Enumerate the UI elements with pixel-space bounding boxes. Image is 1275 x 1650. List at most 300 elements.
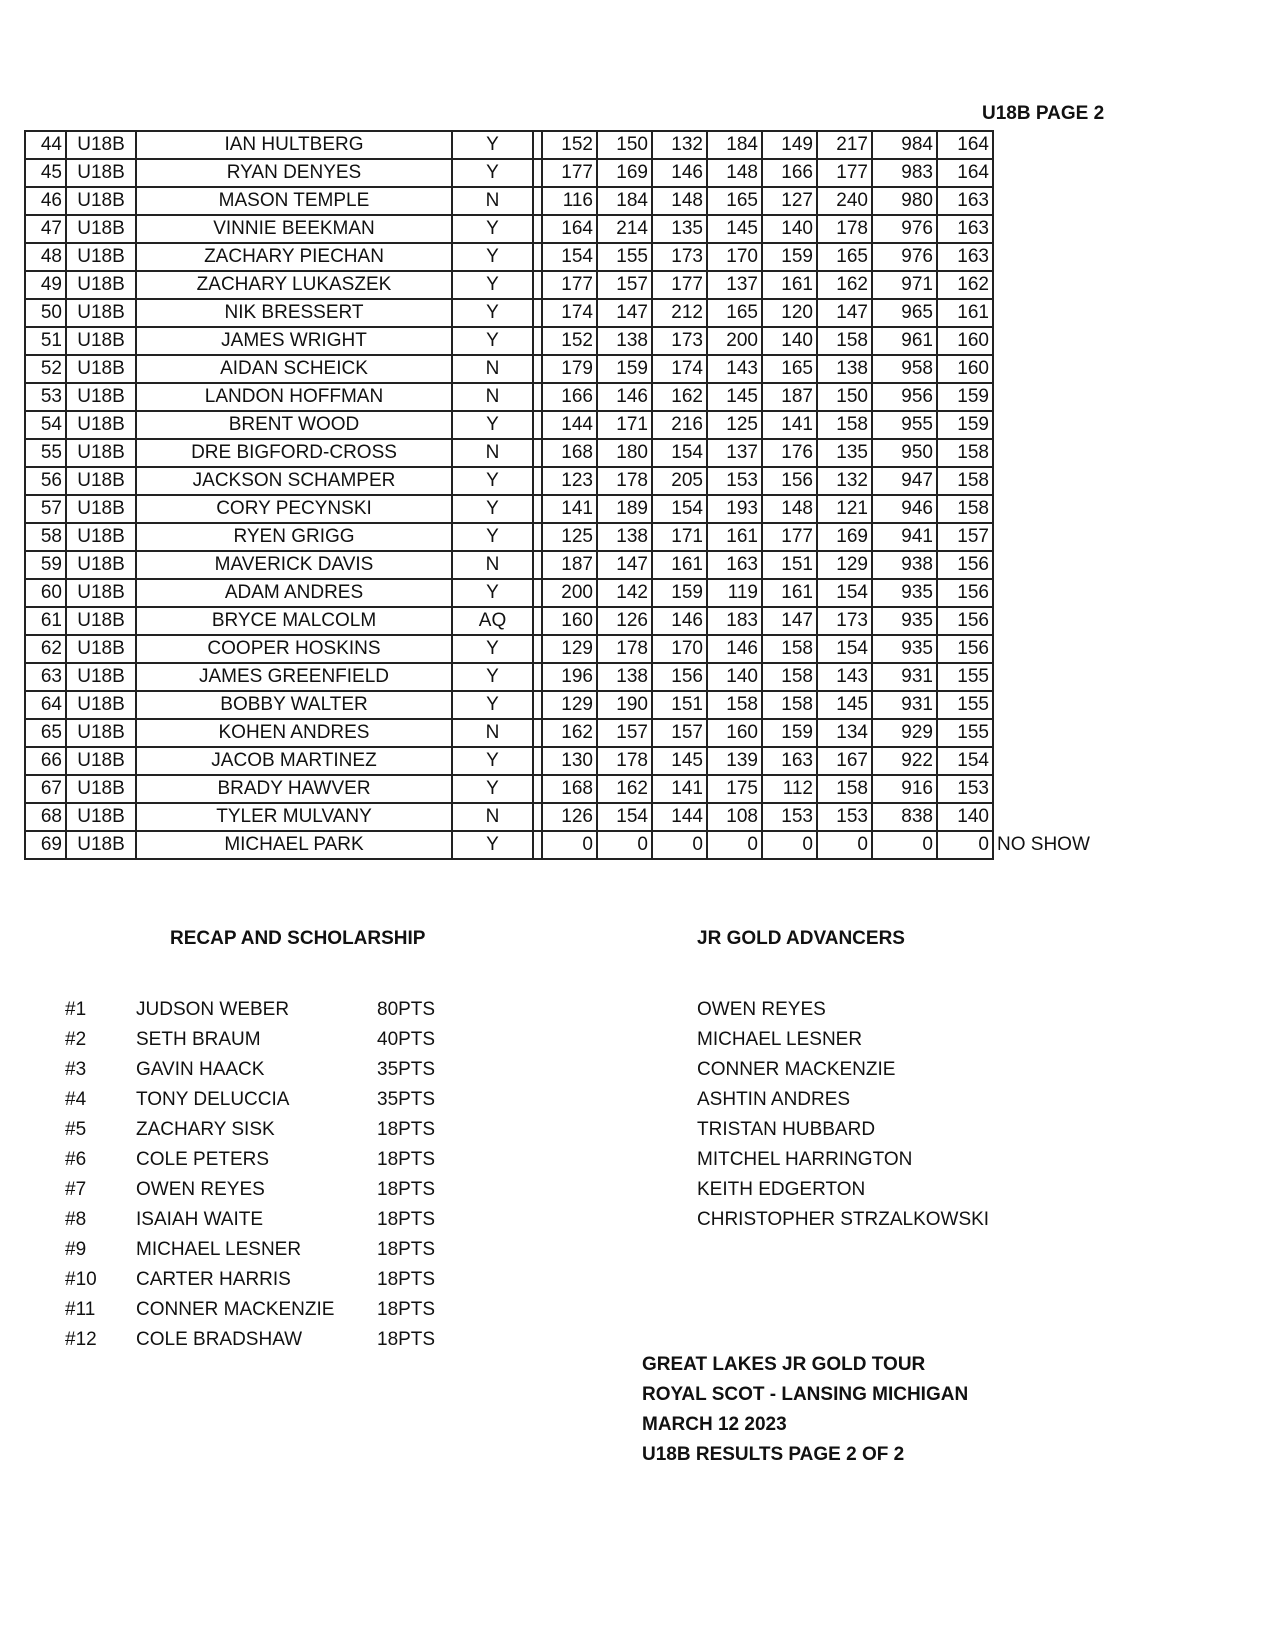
- total-cell: 922: [872, 747, 937, 775]
- advancer-item: KEITH EDGERTON: [697, 1179, 866, 1200]
- recap-item: [65, 1175, 445, 1205]
- division-cell: U18B: [66, 271, 136, 299]
- game-4-cell: 0: [707, 831, 762, 859]
- game-6-cell: 158: [817, 327, 872, 355]
- place-cell: 67: [25, 775, 66, 803]
- table-row: [25, 831, 1093, 859]
- game-4-cell: 143: [707, 355, 762, 383]
- game-2-cell: 169: [597, 159, 652, 187]
- game-4-cell: 161: [707, 523, 762, 551]
- flag-cell: Y: [452, 523, 533, 551]
- game-6-cell: 167: [817, 747, 872, 775]
- game-2-cell: 157: [597, 719, 652, 747]
- column-divider: [533, 187, 542, 215]
- game-5-cell: 187: [762, 383, 817, 411]
- average-cell: 161: [937, 299, 993, 327]
- game-1-cell: 177: [542, 159, 597, 187]
- table-row: [25, 579, 1093, 607]
- game-4-cell: 170: [707, 243, 762, 271]
- game-5-cell: 159: [762, 719, 817, 747]
- game-6-cell: 135: [817, 439, 872, 467]
- game-1-cell: 129: [542, 635, 597, 663]
- average-cell: 158: [937, 467, 993, 495]
- bowler-name-cell: TYLER MULVANY: [136, 803, 452, 831]
- game-4-cell: 145: [707, 383, 762, 411]
- game-4-cell: 184: [707, 131, 762, 159]
- recap-name: CONNER MACKENZIE: [136, 1299, 335, 1320]
- table-row: [25, 271, 1093, 299]
- division-cell: U18B: [66, 551, 136, 579]
- division-cell: U18B: [66, 327, 136, 355]
- place-cell: 52: [25, 355, 66, 383]
- total-cell: 938: [872, 551, 937, 579]
- advancer-item: MITCHEL HARRINGTON: [697, 1149, 913, 1170]
- column-divider: [533, 411, 542, 439]
- division-cell: U18B: [66, 635, 136, 663]
- game-6-cell: 145: [817, 691, 872, 719]
- total-cell: 984: [872, 131, 937, 159]
- footer-line: GREAT LAKES JR GOLD TOUR: [642, 1354, 926, 1375]
- table-row: [25, 159, 1093, 187]
- column-divider: [533, 215, 542, 243]
- note-cell: [993, 467, 1093, 495]
- table-row: [25, 635, 1093, 663]
- game-3-cell: 159: [652, 579, 707, 607]
- game-1-cell: 160: [542, 607, 597, 635]
- total-cell: 0: [872, 831, 937, 859]
- recap-name: MICHAEL LESNER: [136, 1239, 302, 1260]
- game-1-cell: 152: [542, 327, 597, 355]
- recap-rank: #6: [65, 1149, 87, 1170]
- recap-pts: 80PTS: [377, 999, 436, 1020]
- game-4-cell: 153: [707, 467, 762, 495]
- division-cell: U18B: [66, 747, 136, 775]
- game-1-cell: 166: [542, 383, 597, 411]
- game-6-cell: 169: [817, 523, 872, 551]
- advancer-item: ASHTIN ANDRES: [697, 1089, 851, 1110]
- game-3-cell: 161: [652, 551, 707, 579]
- advancers-list: [697, 995, 989, 1235]
- table-row: [25, 439, 1093, 467]
- game-3-cell: 151: [652, 691, 707, 719]
- game-3-cell: 0: [652, 831, 707, 859]
- average-cell: 163: [937, 243, 993, 271]
- column-divider: [533, 607, 542, 635]
- place-cell: 69: [25, 831, 66, 859]
- average-cell: 155: [937, 719, 993, 747]
- recap-list: [65, 995, 445, 1355]
- game-5-cell: 156: [762, 467, 817, 495]
- bowler-name-cell: JAMES WRIGHT: [136, 327, 452, 355]
- game-1-cell: 177: [542, 271, 597, 299]
- recap-rank: #10: [65, 1269, 97, 1290]
- game-5-cell: 165: [762, 355, 817, 383]
- recap-item: [65, 1235, 445, 1265]
- flag-cell: Y: [452, 495, 533, 523]
- total-cell: 976: [872, 215, 937, 243]
- flag-cell: Y: [452, 775, 533, 803]
- total-cell: 983: [872, 159, 937, 187]
- column-divider: [533, 663, 542, 691]
- game-3-cell: 146: [652, 607, 707, 635]
- game-5-cell: 0: [762, 831, 817, 859]
- recap-rank: #8: [65, 1209, 87, 1230]
- table-row: [25, 467, 1093, 495]
- game-1-cell: 179: [542, 355, 597, 383]
- place-cell: 68: [25, 803, 66, 831]
- place-cell: 53: [25, 383, 66, 411]
- advancers-title: JR GOLD ADVANCERS: [697, 928, 905, 949]
- total-cell: 838: [872, 803, 937, 831]
- game-3-cell: 216: [652, 411, 707, 439]
- game-1-cell: 0: [542, 831, 597, 859]
- recap-item: [65, 1295, 445, 1325]
- division-cell: U18B: [66, 355, 136, 383]
- flag-cell: N: [452, 803, 533, 831]
- game-1-cell: 152: [542, 131, 597, 159]
- bowler-name-cell: ZACHARY PIECHAN: [136, 243, 452, 271]
- game-1-cell: 200: [542, 579, 597, 607]
- game-6-cell: 132: [817, 467, 872, 495]
- game-4-cell: 165: [707, 299, 762, 327]
- average-cell: 160: [937, 355, 993, 383]
- table-row: [25, 803, 1093, 831]
- page-label: U18B PAGE 2: [982, 103, 1105, 124]
- game-2-cell: 138: [597, 523, 652, 551]
- game-3-cell: 162: [652, 383, 707, 411]
- bowler-name-cell: BRYCE MALCOLM: [136, 607, 452, 635]
- recap-title: RECAP AND SCHOLARSHIP: [170, 928, 426, 949]
- recap-pts: 18PTS: [377, 1119, 436, 1140]
- advancer-item: CHRISTOPHER STRZALKOWSKI: [697, 1209, 990, 1230]
- table-row: [25, 691, 1093, 719]
- bowler-name-cell: BRENT WOOD: [136, 411, 452, 439]
- recap-rank: #4: [65, 1089, 87, 1110]
- game-1-cell: 168: [542, 775, 597, 803]
- division-cell: U18B: [66, 439, 136, 467]
- division-cell: U18B: [66, 495, 136, 523]
- total-cell: 955: [872, 411, 937, 439]
- note-cell: [993, 159, 1093, 187]
- average-cell: 154: [937, 747, 993, 775]
- recap-name: JUDSON WEBER: [136, 999, 290, 1020]
- table-row: [25, 775, 1093, 803]
- note-cell: [993, 635, 1093, 663]
- game-5-cell: 141: [762, 411, 817, 439]
- recap-name: ISAIAH WAITE: [136, 1209, 264, 1230]
- total-cell: 956: [872, 383, 937, 411]
- game-2-cell: 147: [597, 551, 652, 579]
- place-cell: 50: [25, 299, 66, 327]
- game-5-cell: 163: [762, 747, 817, 775]
- average-cell: 163: [937, 215, 993, 243]
- bowler-name-cell: BRADY HAWVER: [136, 775, 452, 803]
- game-2-cell: 138: [597, 327, 652, 355]
- game-4-cell: 165: [707, 187, 762, 215]
- game-6-cell: 129: [817, 551, 872, 579]
- recap-name: COLE BRADSHAW: [136, 1329, 303, 1350]
- game-5-cell: 153: [762, 803, 817, 831]
- game-3-cell: 154: [652, 495, 707, 523]
- game-1-cell: 130: [542, 747, 597, 775]
- flag-cell: Y: [452, 271, 533, 299]
- recap-item: [65, 1115, 445, 1145]
- game-2-cell: 189: [597, 495, 652, 523]
- table-row: [25, 383, 1093, 411]
- recap-pts: 18PTS: [377, 1179, 436, 1200]
- game-3-cell: 174: [652, 355, 707, 383]
- recap-item: [65, 1145, 445, 1175]
- game-2-cell: 178: [597, 747, 652, 775]
- total-cell: 935: [872, 635, 937, 663]
- game-2-cell: 178: [597, 467, 652, 495]
- advancer-item: MICHAEL LESNER: [697, 1029, 863, 1050]
- division-cell: U18B: [66, 691, 136, 719]
- bowler-name-cell: MASON TEMPLE: [136, 187, 452, 215]
- game-2-cell: 159: [597, 355, 652, 383]
- total-cell: 929: [872, 719, 937, 747]
- game-2-cell: 154: [597, 803, 652, 831]
- table-row: [25, 607, 1093, 635]
- game-1-cell: 164: [542, 215, 597, 243]
- average-cell: 140: [937, 803, 993, 831]
- column-divider: [533, 831, 542, 859]
- division-cell: U18B: [66, 411, 136, 439]
- note-cell: [993, 607, 1093, 635]
- column-divider: [533, 635, 542, 663]
- division-cell: U18B: [66, 383, 136, 411]
- game-3-cell: 212: [652, 299, 707, 327]
- game-3-cell: 146: [652, 159, 707, 187]
- game-5-cell: 159: [762, 243, 817, 271]
- table-row: [25, 747, 1093, 775]
- note-cell: [993, 747, 1093, 775]
- game-6-cell: 150: [817, 383, 872, 411]
- column-divider: [533, 523, 542, 551]
- table-row: [25, 131, 1093, 159]
- average-cell: 156: [937, 635, 993, 663]
- note-cell: [993, 215, 1093, 243]
- bowler-name-cell: LANDON HOFFMAN: [136, 383, 452, 411]
- game-4-cell: 146: [707, 635, 762, 663]
- game-3-cell: 144: [652, 803, 707, 831]
- column-divider: [533, 747, 542, 775]
- game-2-cell: 138: [597, 663, 652, 691]
- total-cell: 931: [872, 663, 937, 691]
- division-cell: U18B: [66, 775, 136, 803]
- flag-cell: AQ: [452, 607, 533, 635]
- bowler-name-cell: BOBBY WALTER: [136, 691, 452, 719]
- place-cell: 54: [25, 411, 66, 439]
- place-cell: 57: [25, 495, 66, 523]
- average-cell: 156: [937, 607, 993, 635]
- recap-rank: #7: [65, 1179, 87, 1200]
- results-table: [24, 130, 1094, 860]
- column-divider: [533, 159, 542, 187]
- advancer-item: CONNER MACKENZIE: [697, 1059, 896, 1080]
- recap-rank: #12: [65, 1329, 97, 1350]
- game-4-cell: 200: [707, 327, 762, 355]
- game-1-cell: 125: [542, 523, 597, 551]
- game-5-cell: 148: [762, 495, 817, 523]
- note-cell: [993, 355, 1093, 383]
- game-5-cell: 158: [762, 663, 817, 691]
- game-6-cell: 0: [817, 831, 872, 859]
- place-cell: 45: [25, 159, 66, 187]
- average-cell: 155: [937, 691, 993, 719]
- recap-item: [65, 1205, 445, 1235]
- game-2-cell: 146: [597, 383, 652, 411]
- total-cell: 958: [872, 355, 937, 383]
- game-5-cell: 166: [762, 159, 817, 187]
- bowler-name-cell: AIDAN SCHEICK: [136, 355, 452, 383]
- recap-name: GAVIN HAACK: [136, 1059, 265, 1080]
- note-cell: [993, 803, 1093, 831]
- game-5-cell: 161: [762, 271, 817, 299]
- recap-item: [65, 1025, 445, 1055]
- flag-cell: Y: [452, 467, 533, 495]
- game-3-cell: 171: [652, 523, 707, 551]
- game-3-cell: 141: [652, 775, 707, 803]
- table-row: [25, 327, 1093, 355]
- game-4-cell: 193: [707, 495, 762, 523]
- flag-cell: N: [452, 439, 533, 467]
- column-divider: [533, 719, 542, 747]
- table-row: [25, 523, 1093, 551]
- place-cell: 63: [25, 663, 66, 691]
- note-cell: [993, 495, 1093, 523]
- place-cell: 56: [25, 467, 66, 495]
- recap-name: ZACHARY SISK: [136, 1119, 275, 1140]
- average-cell: 162: [937, 271, 993, 299]
- game-3-cell: 205: [652, 467, 707, 495]
- bowler-name-cell: JAMES GREENFIELD: [136, 663, 452, 691]
- recap-pts: 35PTS: [377, 1059, 436, 1080]
- footer-line: ROYAL SCOT - LANSING MICHIGAN: [642, 1384, 969, 1405]
- flag-cell: Y: [452, 327, 533, 355]
- average-cell: 164: [937, 159, 993, 187]
- game-3-cell: 177: [652, 271, 707, 299]
- game-2-cell: 171: [597, 411, 652, 439]
- game-4-cell: 183: [707, 607, 762, 635]
- recap-name: SETH BRAUM: [136, 1029, 261, 1050]
- recap-item: [65, 1265, 445, 1295]
- note-cell: [993, 411, 1093, 439]
- place-cell: 64: [25, 691, 66, 719]
- place-cell: 55: [25, 439, 66, 467]
- table-row: [25, 495, 1093, 523]
- game-6-cell: 121: [817, 495, 872, 523]
- recap-item: [65, 1325, 445, 1355]
- advancer-item: TRISTAN HUBBARD: [697, 1119, 876, 1140]
- average-cell: 164: [937, 131, 993, 159]
- bowler-name-cell: ZACHARY LUKASZEK: [136, 271, 452, 299]
- game-6-cell: 177: [817, 159, 872, 187]
- note-cell: [993, 691, 1093, 719]
- note-cell: [993, 187, 1093, 215]
- flag-cell: Y: [452, 691, 533, 719]
- game-5-cell: 120: [762, 299, 817, 327]
- total-cell: 931: [872, 691, 937, 719]
- game-2-cell: 147: [597, 299, 652, 327]
- footer-line: U18B RESULTS PAGE 2 OF 2: [642, 1444, 905, 1465]
- average-cell: 158: [937, 495, 993, 523]
- game-5-cell: 140: [762, 327, 817, 355]
- column-divider: [533, 271, 542, 299]
- game-6-cell: 154: [817, 579, 872, 607]
- game-2-cell: 155: [597, 243, 652, 271]
- division-cell: U18B: [66, 215, 136, 243]
- game-6-cell: 178: [817, 215, 872, 243]
- game-3-cell: 173: [652, 327, 707, 355]
- flag-cell: Y: [452, 299, 533, 327]
- game-4-cell: 119: [707, 579, 762, 607]
- column-divider: [533, 243, 542, 271]
- flag-cell: Y: [452, 663, 533, 691]
- game-4-cell: 137: [707, 271, 762, 299]
- flag-cell: N: [452, 187, 533, 215]
- flag-cell: Y: [452, 747, 533, 775]
- total-cell: 961: [872, 327, 937, 355]
- game-1-cell: 154: [542, 243, 597, 271]
- game-5-cell: 112: [762, 775, 817, 803]
- division-cell: U18B: [66, 803, 136, 831]
- game-1-cell: 129: [542, 691, 597, 719]
- flag-cell: N: [452, 355, 533, 383]
- table-row: [25, 719, 1093, 747]
- column-divider: [533, 691, 542, 719]
- game-4-cell: 139: [707, 747, 762, 775]
- place-cell: 62: [25, 635, 66, 663]
- game-5-cell: 177: [762, 523, 817, 551]
- game-1-cell: 162: [542, 719, 597, 747]
- column-divider: [533, 551, 542, 579]
- recap-pts: 18PTS: [377, 1269, 436, 1290]
- recap-rank: #2: [65, 1029, 87, 1050]
- bowler-name-cell: KOHEN ANDRES: [136, 719, 452, 747]
- game-2-cell: 150: [597, 131, 652, 159]
- division-cell: U18B: [66, 607, 136, 635]
- game-4-cell: 148: [707, 159, 762, 187]
- game-2-cell: 157: [597, 271, 652, 299]
- recap-item: [65, 995, 445, 1025]
- flag-cell: Y: [452, 635, 533, 663]
- game-4-cell: 163: [707, 551, 762, 579]
- note-cell: [993, 439, 1093, 467]
- flag-cell: Y: [452, 411, 533, 439]
- division-cell: U18B: [66, 467, 136, 495]
- total-cell: 935: [872, 607, 937, 635]
- table-row: [25, 355, 1093, 383]
- recap-rank: #1: [65, 999, 87, 1020]
- game-4-cell: 140: [707, 663, 762, 691]
- game-3-cell: 170: [652, 635, 707, 663]
- recap-rank: #9: [65, 1239, 87, 1260]
- bowler-name-cell: IAN HULTBERG: [136, 131, 452, 159]
- flag-cell: Y: [452, 831, 533, 859]
- recap-rank: #11: [65, 1299, 96, 1320]
- game-6-cell: 138: [817, 355, 872, 383]
- game-4-cell: 137: [707, 439, 762, 467]
- table-row: [25, 243, 1093, 271]
- game-2-cell: 142: [597, 579, 652, 607]
- table-row: [25, 551, 1093, 579]
- column-divider: [533, 327, 542, 355]
- total-cell: 965: [872, 299, 937, 327]
- place-cell: 47: [25, 215, 66, 243]
- average-cell: 160: [937, 327, 993, 355]
- flag-cell: Y: [452, 579, 533, 607]
